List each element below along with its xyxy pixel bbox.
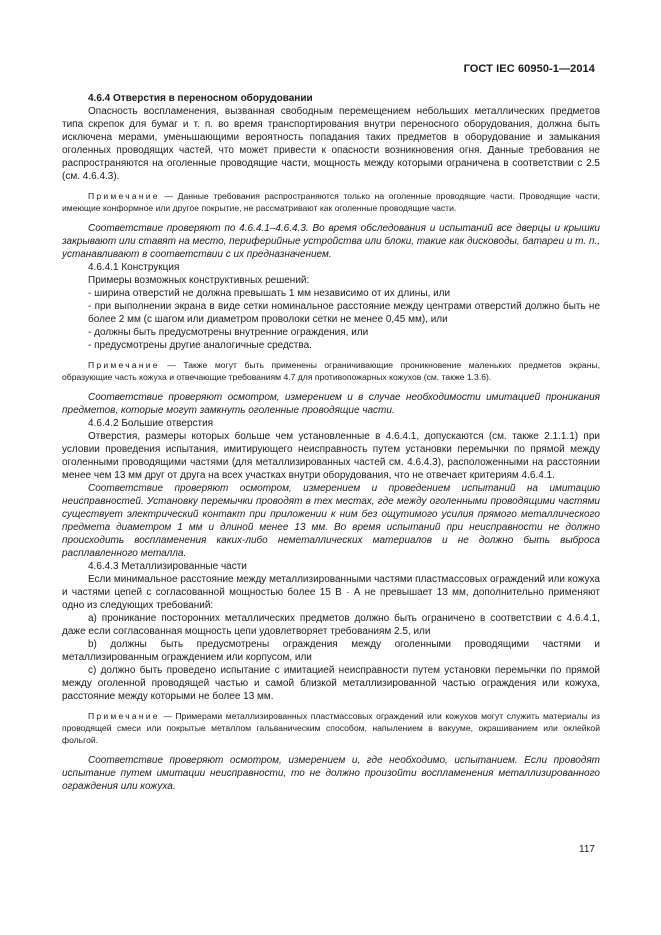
compliance-paragraph-3: Соответствие проверяют осмотром, измерением и проведением испытаний на имитацию неисправностей. Установку перемычки проводят в тех местах, где между оголенными проводящими частями существует электрический контакт при приложении к ним без ощутимого усилия прямого металлического предмета диаметром 1 мм и длиной менее 13 мм. Во время испытаний при неисправности не должно происходить воспламенения каких-либо неметаллических материалов и не должно быть выброса расплавленного металла. [62,483,600,559]
page-body [62,92,600,793]
note-1 [62,190,600,214]
page-number: 117 [579,844,595,855]
note-2 [62,359,600,383]
subsection-title-3: 4.6.4.3 Металлизированные части [88,561,247,572]
subsection-title-2: 4.6.4.2 Большие отверстия [88,418,214,429]
large-openings-paragraph: Отверстия, размеры которых больше чем установленные в 4.6.4.1, допускаются (см. также 2.1.1.1) при условии проведения испытания, имитирующего неисправность путем установки перемычки по прямой между оголенными проводящими частями (для металлизированных частей см. 4.6.4.3), расположенными на расстоянии менее чем 13 мм друг от друга на всех участках внутри оборудования, что не отвечает критериям 4.6.4.1. [62,431,600,481]
examples-intro: Примеры возможных конструктивных решений: [88,275,310,286]
bullet-item: - предусмотрены другие аналогичные средства. [88,340,312,351]
note-2-text: — Также могут быть применены ограничивающие проникновение маленьких предметов экраны, образующие часть кожуха и отвечающие требованиям 4.7 для противопожарных кожухов (см. также 1.3.6). [62,360,600,382]
compliance-paragraph-1: Соответствие проверяют по 4.6.4.1–4.6.4.3. Во время обследования и испытаний все дверцы и крышки закрывают или ставят на место, периферийные устройства или блоки, такие как дисководы, батареи и т. п., устанавливают в соответствии с их предназначением. [62,223,601,260]
metallized-parts-paragraph: Если минимальное расстояние между металлизированными частями пластмассовых ограждений или кожуха и частями цепей с согласованной мощностью более 15 В · А не превышает 13 мм, дополнительно применяют одно из следующих требований: [62,574,600,611]
note-3-label: Примечание [88,711,160,721]
note-1-text: — Данные требования распространяются только на оголенные проводящие части. Проводящие части, имеющие конформное или другое покрытие, не рассматривают как оголенные проводящие части. [62,191,600,213]
compliance-paragraph-4: Соответствие проверяют осмотром, измерением и, где необходимо, испытанием. Если проводят испытание путем имитации неисправности, то не должно произойти воспламенения металлизированного ограждения или кожуха. [62,755,600,792]
compliance-paragraph-2: Соответствие проверяют осмотром, измерением и в случае необходимости имитацией проникания предметов, которые могут замкнуть оголенные проводящие части. [62,392,600,416]
requirement-item: с) должно быть проведено испытание с имитацией неисправности путем установки перемычки по прямой между оголенной проводящей частью и самой близкой металлизированной частью ограждения или кожуха, расстояние между которыми не более 13 мм. [62,665,600,702]
document-id-header: ГОСТ IEC 60950-1—2014 [463,63,595,75]
note-3 [62,710,600,746]
section-heading: 4.6.4 Отверстия в переносном оборудовании [88,93,313,104]
requirement-item: а) проникание посторонних металлических предметов должно быть ограничено в соответствии с 4.6.4.1, даже если согласованная мощность цепи удовлетворяет требованиям 2.5, или [62,613,600,637]
note-2-label: Примечание [88,360,160,370]
subsection-title-1: 4.6.4.1 Конструкция [88,262,180,273]
bullet-item: - ширина отверстий не должна превышать 1 мм независимо от их длины, или [88,288,451,299]
note-1-label: Примечание [88,191,160,201]
requirement-item: b) должны быть предусмотрены ограждения между оголенными проводящими частями и металлизированным ограждением или корпусом, или [62,639,600,663]
bullet-item: - при выполнении экрана в виде сетки номинальное расстояние между центрами отверстий должно быть не более 2 мм (с шагом или диаметром проволоки сетки не менее 0,45 мм), или [88,301,600,325]
note-3-text: — Примерами металлизированных пластмассовых ограждений или кожухов могут служить материалы из проводящей смеси или покрытые металлом гальваническим способом, напылением в вакууме, окрашиванием или оклейкой фольгой. [62,711,600,745]
intro-paragraph: Опасность воспламенения, вызванная свободным перемещением небольших металлических предметов типа скрепок для бумаг и т. п. во время транспортирования внутри переносного оборудования, должна быть исключена мерами, уменьшающими вероятность попадания таких предметов в оборудование и замыкания оголенных проводящих частей, что может привести к опасности возникновения огня. Данные требования не распространяются на оголенные проводящие части, мощность между которыми ограничена в соответствии с 2.5 (см. 4.6.4.3). [62,106,600,182]
bullet-item: - должны быть предусмотрены внутренние ограждения, или [88,327,369,338]
